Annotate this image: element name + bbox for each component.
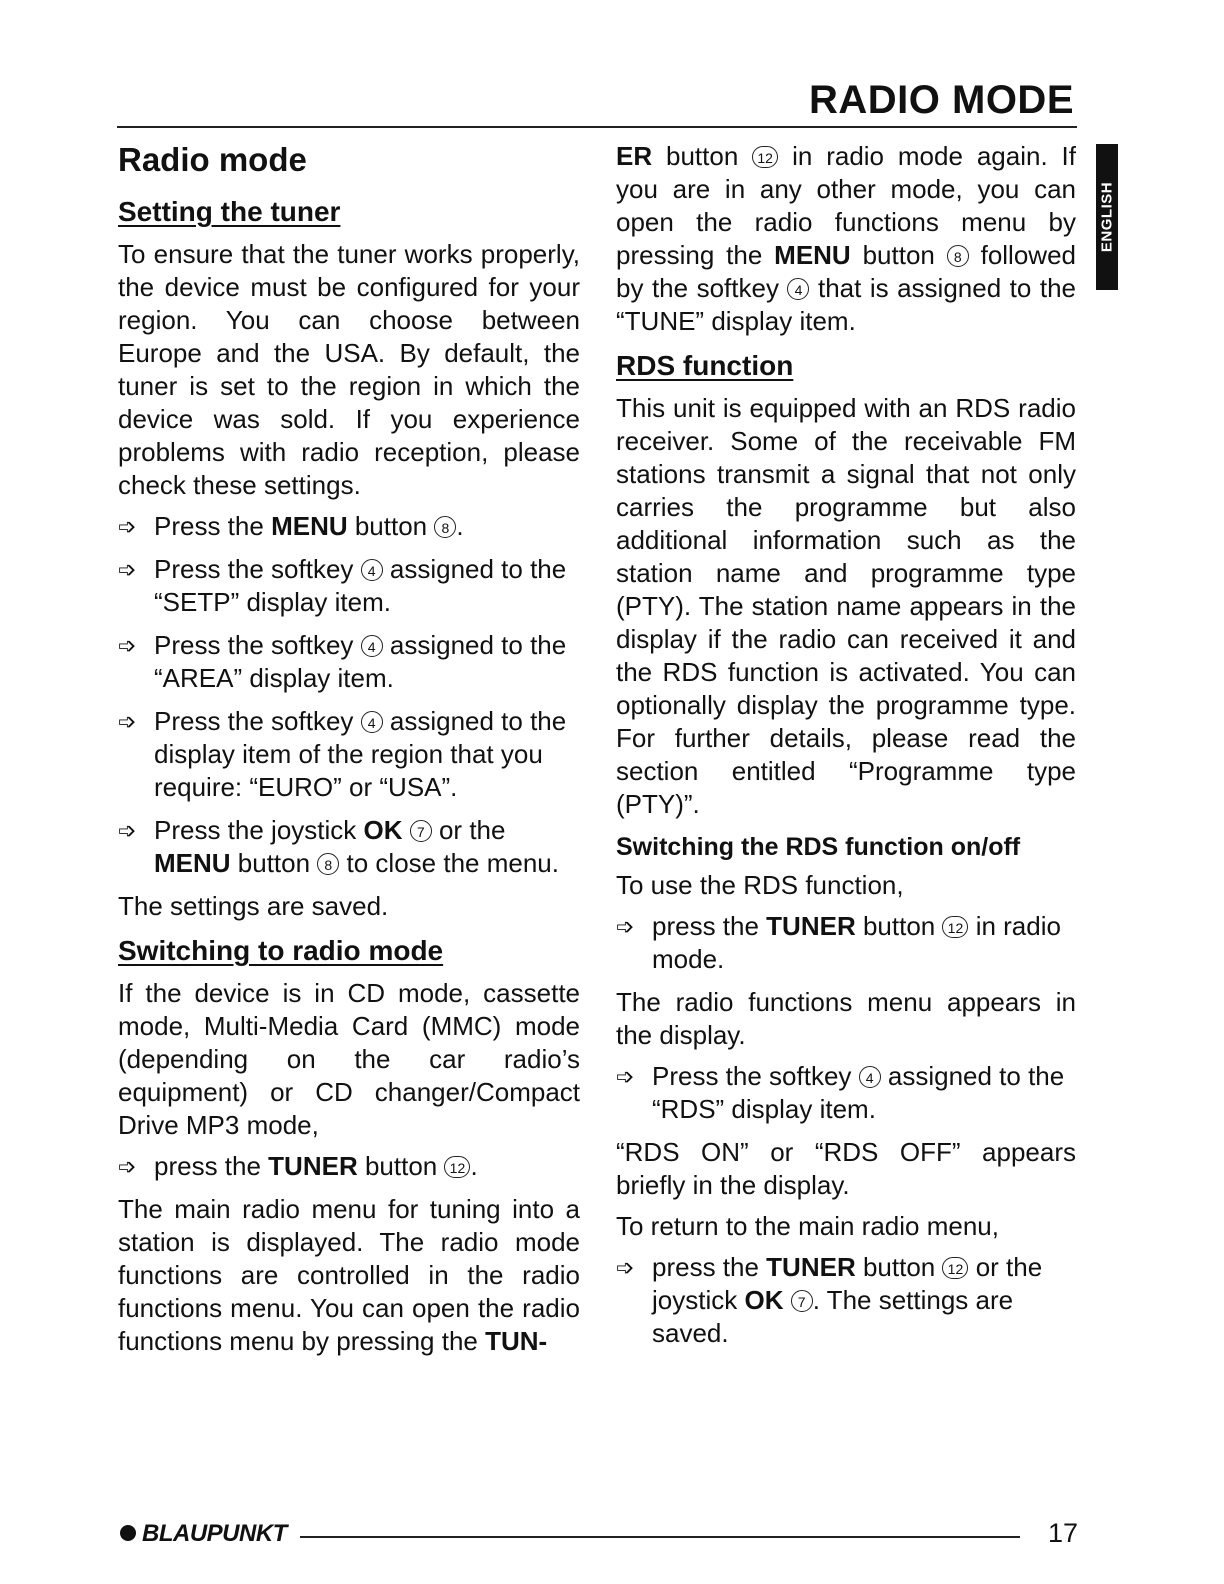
- arrow-bullet-icon: ➩: [616, 1064, 635, 1089]
- page-header-title: RADIO MODE: [809, 78, 1074, 122]
- step-press-tuner: [118, 1150, 580, 1183]
- rds-heading: RDS function: [616, 350, 794, 381]
- button-number-badge: 4: [361, 635, 383, 657]
- step-text: Press the softkey: [652, 1061, 859, 1091]
- arrow-bullet-icon: ➩: [118, 633, 137, 658]
- header-rule: [117, 126, 1077, 128]
- page-number: 17: [1048, 1518, 1079, 1548]
- para-text: button: [652, 141, 753, 171]
- para-text: followed by the softkey: [616, 240, 1076, 303]
- step-text: Press the softkey: [154, 554, 361, 584]
- brand-logo: [120, 1520, 287, 1548]
- step-text: press the: [154, 1151, 269, 1181]
- rds-para: This unit is equipped with an RDS radio receiver. Some of the receivable FM stations transmit a signal that not only carries the programme but also additional information such as the station name and programme type (PTY). The station name appears in the display if the radio can received it and the RDS function is activated. You can optionally display the programme type. For further details, please read the section entitled “Programme type (PTY)”.: [616, 393, 1076, 819]
- para-keyword: TUN-: [485, 1326, 548, 1356]
- button-number-badge: 7: [410, 820, 432, 842]
- button-number-badge: 12: [752, 146, 778, 168]
- button-number-badge: 8: [434, 516, 456, 538]
- para-keyword: ER: [616, 141, 653, 171]
- brand-name: BLAUPUNKT: [142, 1520, 287, 1547]
- footer-rule: [300, 1536, 1020, 1538]
- button-number-badge: 4: [859, 1066, 881, 1088]
- left-column: [118, 140, 580, 1366]
- rds-switch-intro: To use the RDS function,: [616, 870, 904, 900]
- step-text: button: [347, 511, 435, 541]
- para-text: that is assigned to the “TUNE” display item.: [616, 273, 1076, 336]
- step-text: press the: [652, 911, 767, 941]
- step-keyword: TUNER: [766, 911, 856, 941]
- step-keyword: MENU: [271, 511, 348, 541]
- step-text: in radio mode.: [652, 911, 1061, 974]
- para-text: The main radio menu for tuning into a station is displayed. The radio mode functions are controlled in the radio functions menu. You can open the radio functions menu by pressing the: [118, 1194, 580, 1356]
- button-number-badge: 12: [942, 1257, 968, 1279]
- language-tab: [1096, 144, 1118, 290]
- arrow-bullet-icon: ➩: [118, 1154, 137, 1179]
- para-text: in radio mode again. If you are in any other mode, you can open the radio functions menu by pressing the: [616, 141, 1076, 270]
- rds-menu-appears: The radio functions menu appears in the display.: [616, 987, 1076, 1050]
- continued-para: [616, 140, 1076, 338]
- section-title: Radio mode: [118, 141, 307, 178]
- settings-saved-text: The settings are saved.: [118, 891, 389, 921]
- button-number-badge: 4: [361, 711, 383, 733]
- button-number-badge: 4: [361, 559, 383, 581]
- button-number-badge: 4: [787, 278, 809, 300]
- step-text: button: [855, 1252, 943, 1282]
- rds-return-text: To return to the main radio menu,: [616, 1211, 999, 1241]
- switching-heading: Switching to radio mode: [118, 935, 444, 966]
- step-keyword: OK: [744, 1285, 784, 1315]
- switching-intro: If the device is in CD mode, cassette mode, Multi-Media Card (MMC) mode (depending on the car radio’s equipment) or CD changer/Compact Drive MP3 mode,: [118, 978, 580, 1140]
- setting-tuner-intro: To ensure that the tuner works properly, the device must be configured for your region. You can choose between Europe and the USA. By default, the tuner is set to the region in which the device was sold. If you experience problems with radio reception, please check these settings.: [118, 239, 580, 500]
- step-text: button: [357, 1151, 445, 1181]
- step-return: [616, 1251, 1076, 1350]
- step-text: Press the joystick: [154, 815, 364, 845]
- arrow-bullet-icon: ➩: [616, 914, 635, 939]
- button-number-badge: 7: [791, 1290, 813, 1312]
- step-text: .: [456, 511, 464, 541]
- para-keyword: MENU: [774, 240, 851, 270]
- step-area: [118, 629, 580, 695]
- step-text: Press the softkey: [154, 630, 361, 660]
- step-text: Press the softkey: [154, 706, 361, 736]
- step-rds-tuner: [616, 910, 1076, 976]
- step-text: button: [230, 848, 318, 878]
- rds-on-off-text: “RDS ON” or “RDS OFF” appears briefly in the display.: [616, 1137, 1076, 1200]
- step-press-menu: [118, 510, 580, 543]
- step-setp: [118, 553, 580, 619]
- step-rds-softkey: [616, 1060, 1076, 1126]
- arrow-bullet-icon: ➩: [118, 818, 137, 843]
- button-number-badge: 8: [947, 245, 969, 267]
- arrow-bullet-icon: ➩: [118, 557, 137, 582]
- rds-switch-heading: Switching the RDS function on/off: [616, 833, 1021, 861]
- step-text: assigned to the display item of the region that you require: “EURO” or “USA”.: [154, 706, 567, 802]
- step-text: Press the: [154, 511, 272, 541]
- step-text: assigned to the “AREA” display item.: [154, 630, 567, 693]
- step-text: to close the menu.: [339, 848, 559, 878]
- step-close-menu: [118, 814, 580, 880]
- arrow-bullet-icon: ➩: [118, 709, 137, 734]
- step-region: [118, 705, 580, 804]
- button-number-badge: 12: [942, 916, 968, 938]
- arrow-bullet-icon: ➩: [616, 1255, 635, 1280]
- step-keyword: TUNER: [766, 1252, 856, 1282]
- step-text: or the: [431, 815, 506, 845]
- step-text: .: [470, 1151, 478, 1181]
- step-text: or the joystick: [652, 1252, 1043, 1315]
- arrow-bullet-icon: ➩: [118, 514, 137, 539]
- button-number-badge: 12: [444, 1156, 470, 1178]
- step-text: assigned to the “SETP” display item.: [154, 554, 567, 617]
- para-text: button: [850, 240, 947, 270]
- step-text: assigned to the “RDS” display item.: [652, 1061, 1065, 1124]
- setting-tuner-heading: Setting the tuner: [118, 196, 341, 227]
- switching-para: [118, 1193, 580, 1358]
- step-keyword: OK: [363, 815, 403, 845]
- step-text: . The settings are saved.: [652, 1285, 1014, 1348]
- step-text: press the: [652, 1252, 767, 1282]
- button-number-badge: 8: [317, 853, 339, 875]
- step-keyword: MENU: [154, 848, 231, 878]
- step-keyword: TUNER: [268, 1151, 358, 1181]
- step-text: button: [855, 911, 943, 941]
- right-column: [616, 140, 1076, 1360]
- logo-dot-icon: [120, 1525, 136, 1541]
- language-tab-label: ENGLISH: [1098, 181, 1116, 253]
